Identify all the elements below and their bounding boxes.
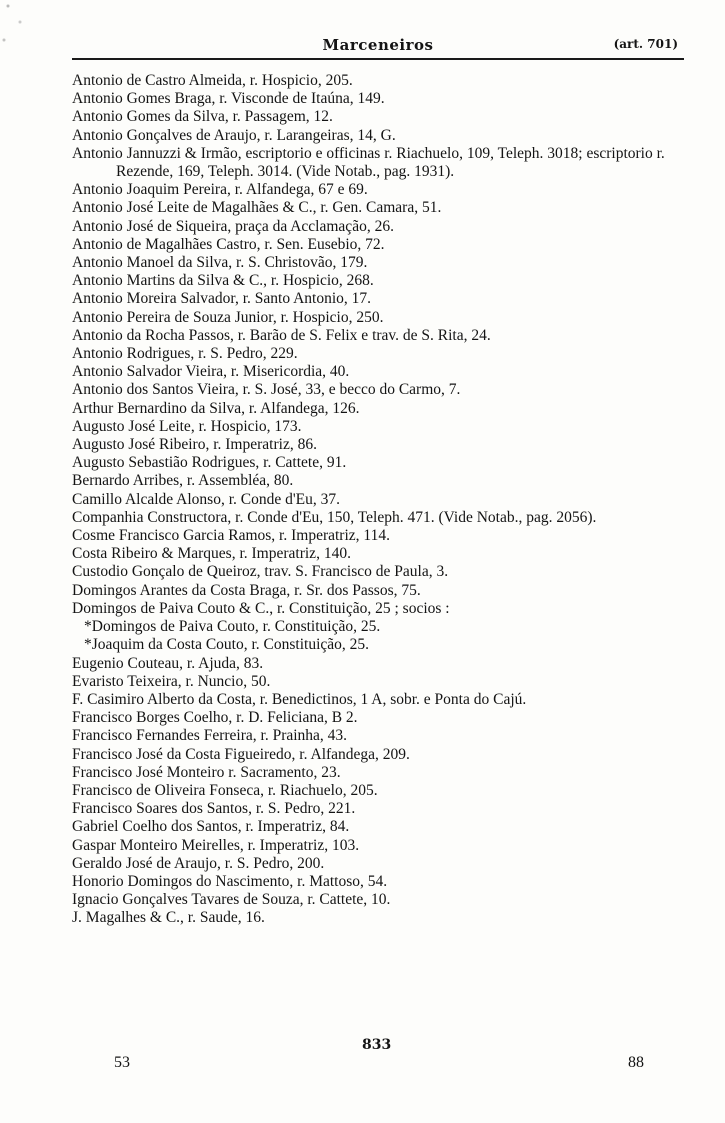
- directory-entry: Francisco Borges Coelho, r. D. Feliciana, B 2.: [72, 709, 358, 727]
- page-number: 833: [362, 1037, 392, 1053]
- directory-entry: Companhia Constructora, r. Conde d'Eu, 150, Teleph. 471. (Vide Notab., pag. 2056).: [72, 508, 597, 526]
- footer-right-number: 88: [628, 1054, 644, 1071]
- directory-entry: Evaristo Teixeira, r. Nuncio, 50.: [72, 672, 271, 690]
- directory-entry: Antonio Jannuzzi & Irmão, escriptorio e officinas r. Riachuelo, 109, Teleph. 3018; escriptorio r. Rezende, 169, Teleph. 3014. (Vide Notab., pag. 1931).: [72, 144, 665, 181]
- directory-entry: Custodio Gonçalo de Queiroz, trav. S. Francisco de Paula, 3.: [72, 563, 449, 581]
- directory-entry: Antonio de Castro Almeida, r. Hospicio, 205.: [72, 72, 353, 89]
- directory-entry: Antonio Moreira Salvador, r. Santo Antonio, 17.: [72, 290, 372, 308]
- directory-entry: Antonio Joaquim Pereira, r. Alfandega, 67 e 69.: [72, 181, 368, 199]
- directory-entry: Cosme Francisco Garcia Ramos, r. Imperatriz, 114.: [72, 527, 390, 545]
- header-rule: [72, 58, 684, 60]
- print-speckle: [0, 0, 40, 120]
- directory-entry: Antonio da Rocha Passos, r. Barão de S. Felix e trav. de S. Rita, 24.: [72, 326, 491, 344]
- directory-entry: Arthur Bernardino da Silva, r. Alfandega, 126.: [72, 399, 360, 417]
- directory-entry: Antonio Manoel da Silva, r. S. Christovão, 179.: [72, 254, 368, 272]
- directory-entry: Augusto Sebastião Rodrigues, r. Cattete, 91.: [72, 454, 347, 472]
- directory-entry: Antonio José de Siqueira, praça da Acclamação, 26.: [72, 217, 394, 235]
- article-reference: (art. 701): [613, 37, 678, 51]
- directory-entry: Antonio Gonçalves de Araujo, r. Larangeiras, 14, G.: [72, 126, 396, 144]
- directory-entry: Francisco de Oliveira Fonseca, r. Riachuelo, 205.: [72, 781, 378, 799]
- directory-entry: Francisco Soares dos Santos, r. S. Pedro, 221.: [72, 800, 356, 818]
- directory-entry: Antonio Rodrigues, r. S. Pedro, 229.: [72, 345, 298, 363]
- partner-entry: *Joaquim da Costa Couto, r. Constituição, 25.: [84, 636, 370, 654]
- directory-entry: Camillo Alcalde Alonso, r. Conde d'Eu, 37.: [72, 490, 340, 508]
- partner-entry: *Domingos de Paiva Couto, r. Constituição, 25.: [84, 618, 381, 636]
- directory-entry: J. Magalhes & C., r. Saude, 16.: [72, 909, 265, 927]
- page-header: [72, 34, 684, 64]
- directory-entry: Antonio Martins da Silva & C., r. Hospicio, 268.: [72, 272, 374, 290]
- directory-entry: Eugenio Couteau, r. Ajuda, 83.: [72, 654, 264, 672]
- directory-entry: Domingos Arantes da Costa Braga, r. Sr. dos Passos, 75.: [72, 581, 421, 599]
- directory-entry: Gabriel Coelho dos Santos, r. Imperatriz, 84.: [72, 818, 350, 836]
- directory-entry: Geraldo José de Araujo, r. S. Pedro, 200.: [72, 854, 325, 872]
- directory-entry: Domingos de Paiva Couto & C., r. Constituição, 25 ; socios :: [72, 599, 450, 617]
- directory-entry: Honorio Domingos do Nascimento, r. Mattoso, 54.: [72, 872, 388, 890]
- directory-entry: Costa Ribeiro & Marques, r. Imperatriz, 140.: [72, 545, 351, 563]
- directory-entry: Antonio Salvador Vieira, r. Misericordia, 40.: [72, 363, 350, 381]
- page-title: Marceneiros: [322, 36, 434, 54]
- directory-entry: Ignacio Gonçalves Tavares de Souza, r. Cattete, 10.: [72, 891, 391, 909]
- directory-entry: Antonio José Leite de Magalhães & C., r. Gen. Camara, 51.: [72, 199, 442, 217]
- directory-entries: [72, 72, 697, 928]
- directory-entry: Antonio de Magalhães Castro, r. Sen. Eusebio, 72.: [72, 235, 385, 253]
- directory-entry: Gaspar Monteiro Meirelles, r. Imperatriz, 103.: [72, 836, 360, 854]
- directory-entry: Francisco Fernandes Ferreira, r. Prainha, 43.: [72, 727, 348, 745]
- directory-entry: Francisco José Monteiro r. Sacramento, 23.: [72, 763, 341, 781]
- footer-left-number: 53: [114, 1054, 130, 1071]
- directory-entry: Antonio dos Santos Vieira, r. S. José, 33, e becco do Carmo, 7.: [72, 381, 461, 399]
- directory-entry: Antonio Gomes da Silva, r. Passagem, 12.: [72, 108, 333, 126]
- directory-entry: Antonio Pereira de Souza Junior, r. Hospicio, 250.: [72, 308, 384, 326]
- directory-entry: Francisco José da Costa Figueiredo, r. Alfandega, 209.: [72, 745, 410, 763]
- directory-entry: Augusto José Leite, r. Hospicio, 173.: [72, 417, 302, 435]
- directory-entry: Bernardo Arribes, r. Assembléa, 80.: [72, 472, 294, 490]
- directory-entry: F. Casimiro Alberto da Costa, r. Benedictinos, 1 A, sobr. e Ponta do Cajú.: [72, 690, 527, 708]
- directory-entry: Antonio Gomes Braga, r. Visconde de Itaúna, 149.: [72, 90, 385, 108]
- directory-entry: Augusto José Ribeiro, r. Imperatriz, 86.: [72, 436, 317, 454]
